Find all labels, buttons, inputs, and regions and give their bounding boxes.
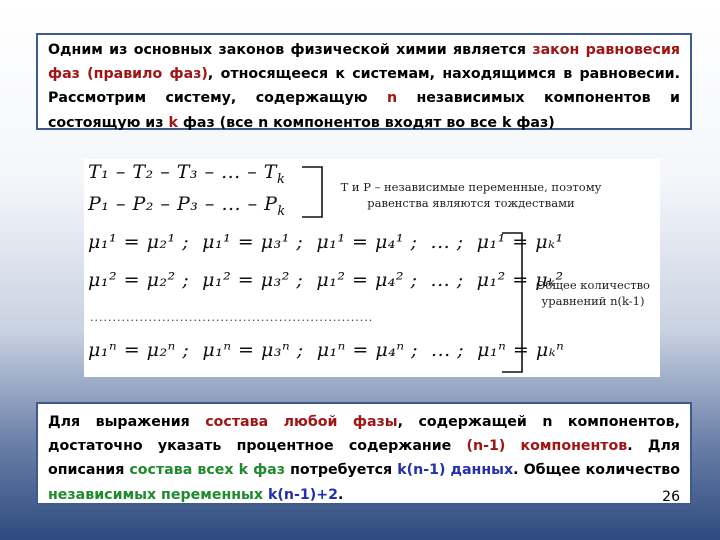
intro-text-2: , относящееся к системам, находящимся в равновесии. Рассмотрим систему, содержащую: [48, 66, 680, 107]
tp-note-line2: равенства являются тождествами: [367, 196, 575, 210]
composition-paragraph: [48, 410, 680, 507]
independent-vars-highlight: независимых переменных: [48, 486, 264, 503]
comp-text-4: потребуется: [285, 462, 398, 479]
count-note: [528, 277, 658, 309]
mu-equations-2: μ₁² = μ₂² ; μ₁² = μ₃² ; μ₁² = μ₄² ; ... ; μ₁² = μₖ²: [88, 269, 564, 291]
all-phases-highlight: состава всех k фаз: [129, 462, 285, 479]
phase-rule-highlight: закон равновесия фаз (правило фаз): [48, 42, 681, 83]
comp-text-2: , содержащей n компонентов, достаточно указать процентное содержание: [48, 414, 681, 455]
composition-text-box: [36, 402, 692, 505]
intro-text-1: Одним из основных законов физической химии является: [48, 42, 533, 58]
slide-number: 26: [662, 489, 680, 505]
intro-text-3: независимых компонентов и состоящую из: [48, 90, 680, 131]
tp-bracket: [302, 167, 322, 217]
mu-equations-n: μ₁ⁿ = μ₂ⁿ ; μ₁ⁿ = μ₃ⁿ ; μ₁ⁿ = μ₄ⁿ ; ... ; μ₁ⁿ = μₖⁿ: [88, 339, 565, 361]
intro-text-box: [36, 33, 692, 130]
count-note-line2: уравнений n(k-1): [541, 294, 645, 308]
mu-equations-1: μ₁¹ = μ₂¹ ; μ₁¹ = μ₃¹ ; μ₁¹ = μ₄¹ ; ... ; μ₁¹ = μₖ¹: [88, 231, 564, 253]
comp-text-3: . Для описания: [48, 438, 680, 479]
pressure-equality: P₁ – P₂ – P₃ – ... – $P_k$: [88, 193, 286, 219]
count-note-line1: Общее количество: [535, 278, 650, 292]
n-minus-1-highlight: (n-1) компонентов: [466, 438, 628, 455]
comp-text-5: . Общее количество: [513, 462, 680, 479]
total-vars-highlight: k(n-1)+2: [268, 486, 339, 503]
intro-paragraph: [48, 38, 680, 135]
tp-note-line1: T и P – независимые переменные, поэтому: [340, 180, 602, 194]
tp-note: [336, 179, 606, 211]
data-count-highlight: k(n-1) данных: [397, 462, 514, 479]
comp-text-6: .: [338, 486, 344, 503]
ellipsis-row: ...............................................................: [90, 311, 374, 324]
comp-text-1: Для выражения: [48, 414, 206, 430]
n-highlight: n: [386, 90, 398, 107]
any-phase-highlight: состава любой фазы: [205, 414, 398, 430]
k-highlight: k: [168, 114, 178, 131]
temperature-equality: T₁ – T₂ – T₃ – ... – $T_k$: [88, 161, 286, 187]
intro-text-4: фаз (все n компонентов входят во все k фаз): [177, 114, 555, 131]
equations-image: [84, 159, 660, 377]
